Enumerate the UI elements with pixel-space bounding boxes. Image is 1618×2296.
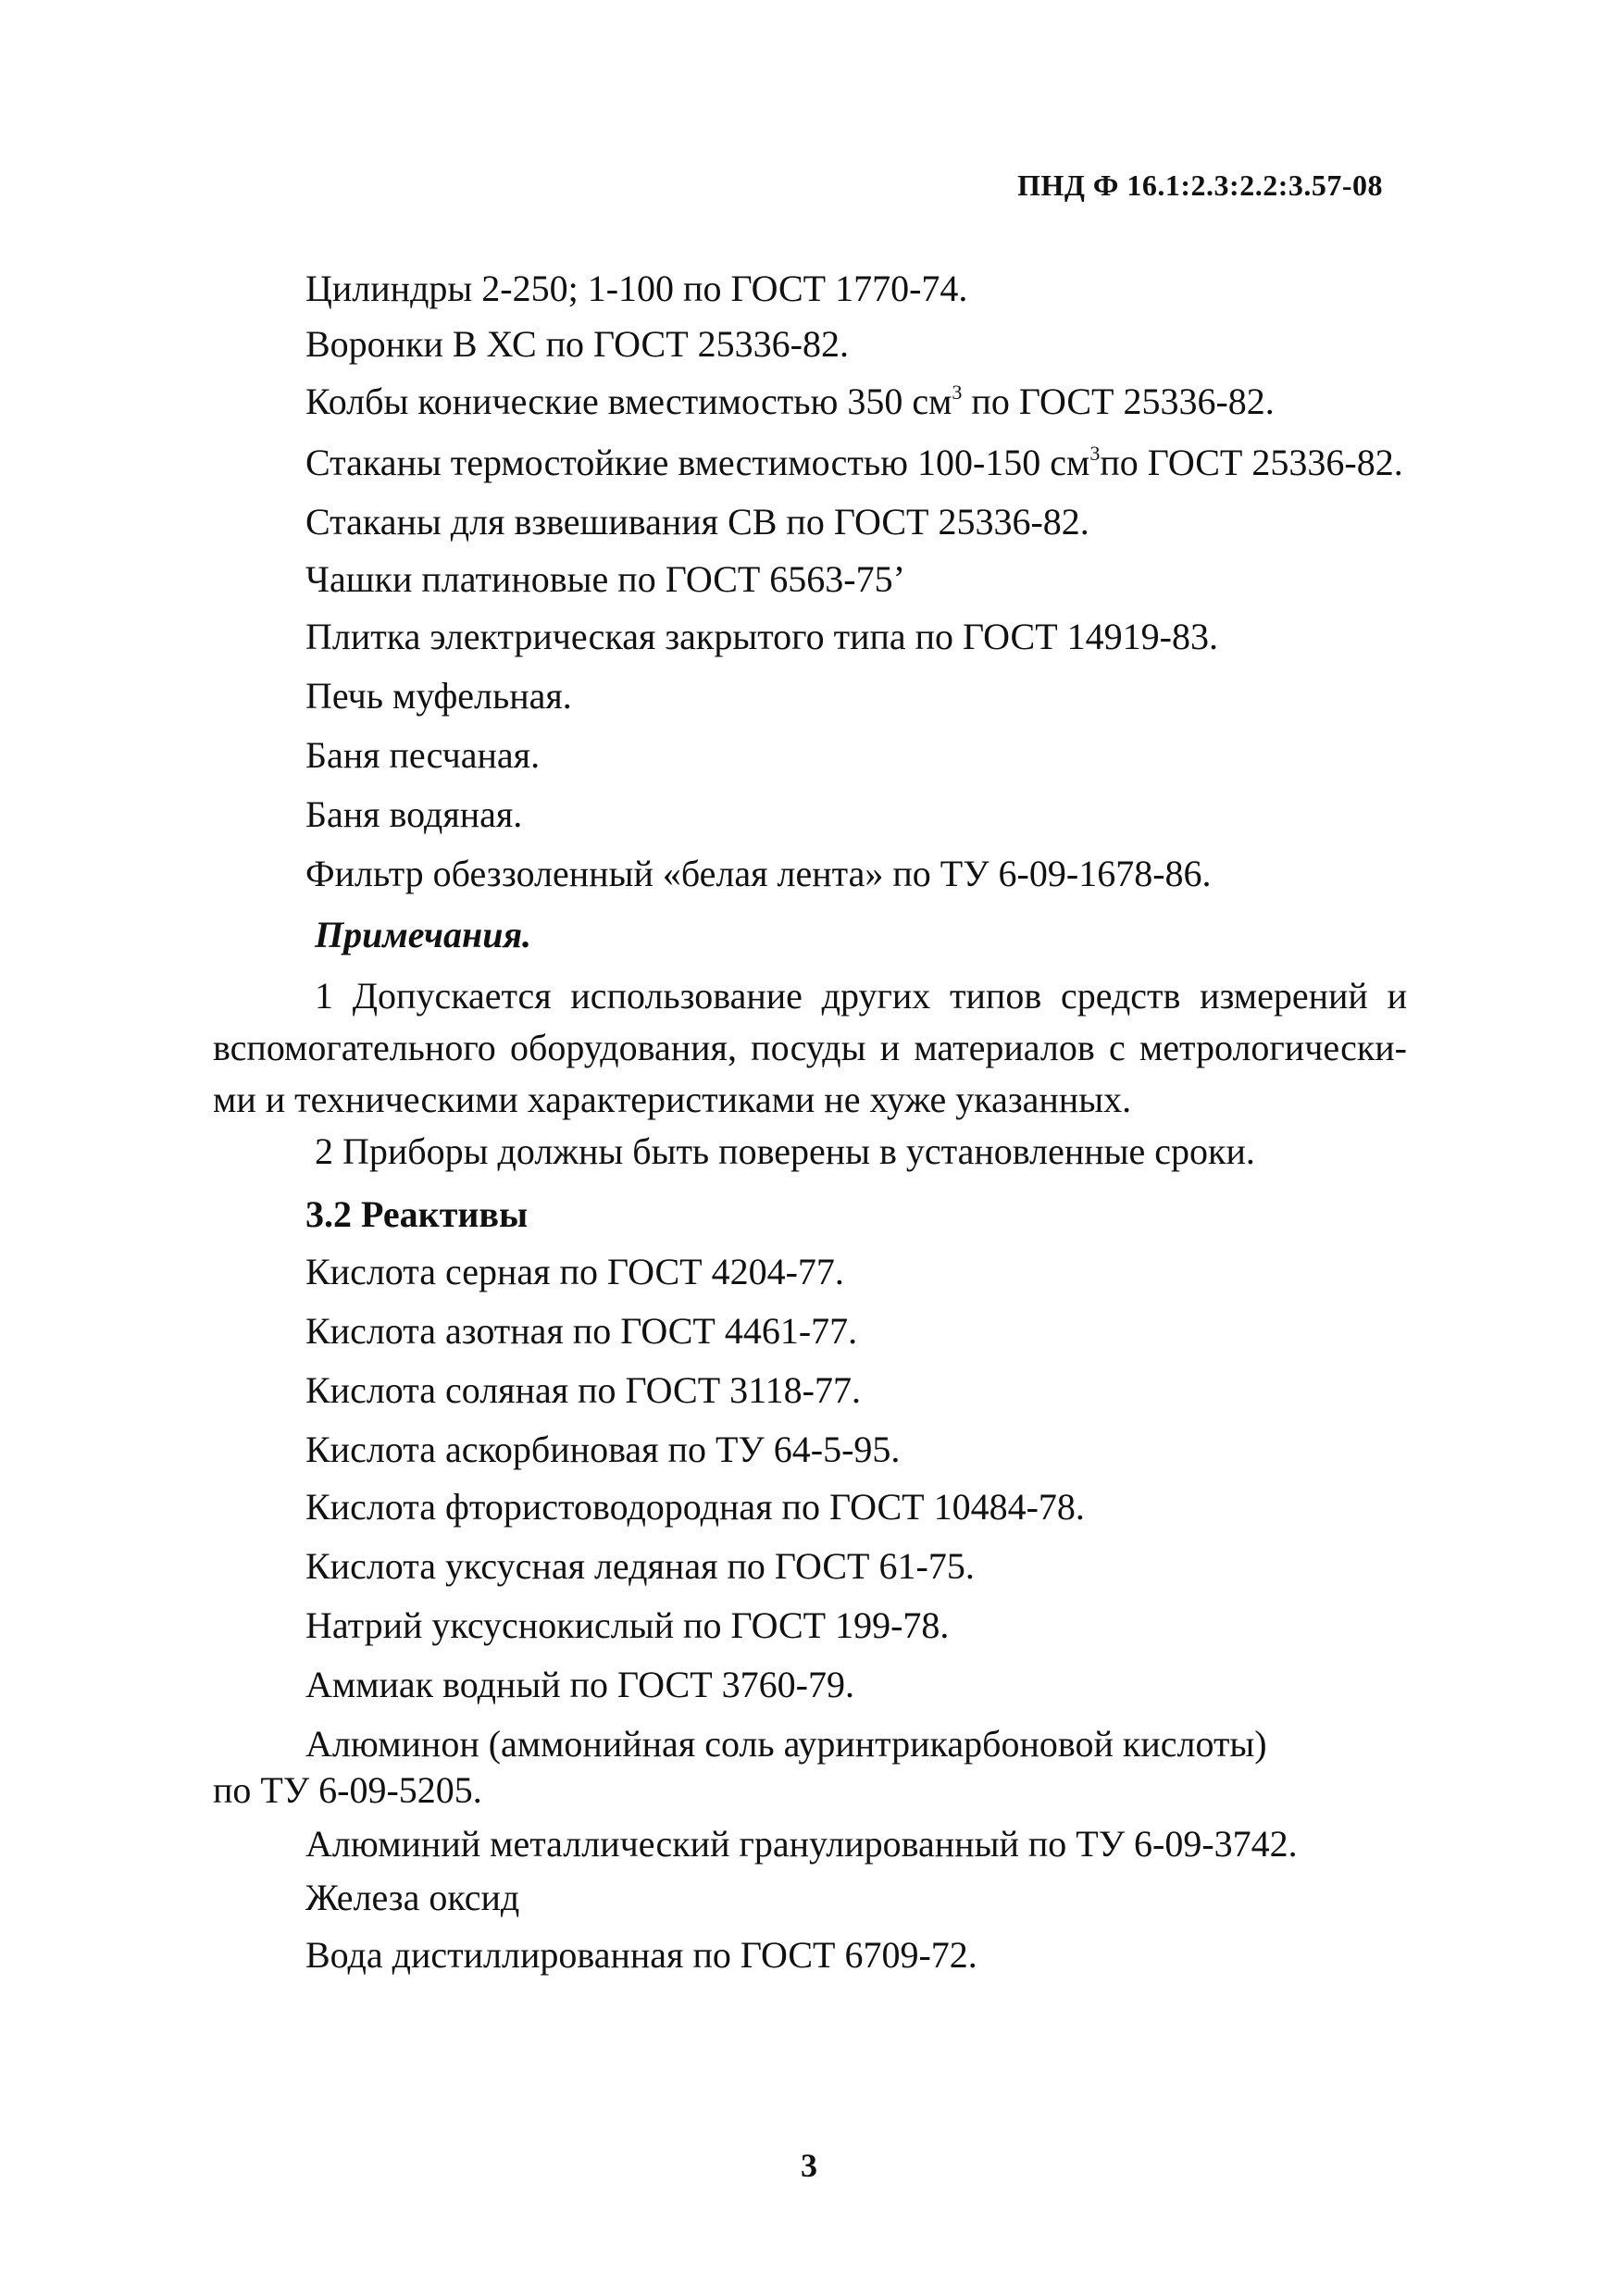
reagent-item: Кислота азотная по ГОСТ 4461-77. [305,1310,858,1352]
equipment-item-beakers-heat [305,441,1403,485]
equipment-item-weighing-bottles: Стаканы для взвешивания СВ по ГОСТ 25336-82. [305,501,1089,543]
reagent-item: Кислота соляная по ГОСТ 3118-77. [305,1369,861,1411]
equipment-item-conical-flasks [305,380,1275,424]
reagent-item: Аммиак водный по ГОСТ 3760-79. [305,1664,854,1705]
equipment-item-water-bath: Баня водяная. [305,793,523,835]
equipment-item-platinum-dishes-text: Чашки платиновые по ГОСТ 6563-75 [305,558,893,600]
equipment-item-conical-flasks-tail: по ГОСТ 25336-82. [962,381,1275,422]
note-1: 1 Допускается использование других типов средств измерений и вспомогательного оборудования, посуды и материалов с метрологически-ми и техническими характеристиками не хуже указанных. [213,975,1407,1120]
superscript-3: 3 [952,381,963,404]
reagent-item: Кислота уксусная ледяная по ГОСТ 61-75. [305,1545,975,1587]
section-heading-reagents: 3.2 Реактивы [305,1193,529,1235]
reagent-item: Алюминий металлический гранулированный по ТУ 6-09-3742. [305,1823,1298,1865]
equipment-item-muffle-furnace: Печь муфельная. [305,675,572,717]
reagent-item: Кислота серная по ГОСТ 4204-77. [305,1251,844,1292]
equipment-item-beakers-heat-tail: по ГОСТ 25336-82. [1100,442,1403,483]
notes-heading: Примечания. [315,914,532,955]
reagent-item: Натрий уксуснокислый по ГОСТ 199-78. [305,1604,950,1646]
equipment-item-conical-flasks-text: Колбы конические вместимостью 350 см [305,381,952,422]
superscript-3: 3 [1089,442,1101,465]
equipment-item-cylinders: Цилиндры 2-250; 1-100 по ГОСТ 1770-74. [305,268,968,309]
reagent-item-continuation: по ТУ 6-09-5205. [213,1769,482,1811]
equipment-item-funnels: Воронки В ХС по ГОСТ 25336-82. [305,323,849,365]
note-2: 2 Приборы должны быть поверены в установленные сроки. [315,1130,1255,1172]
equipment-item-platinum-dishes-mark: ʼ [892,558,905,600]
reagent-item: Вода дистиллированная по ГОСТ 6709-72. [305,1934,977,1976]
equipment-item-sand-bath: Баня песчаная. [305,734,541,776]
equipment-item-beakers-heat-text: Стаканы термостойкие вместимостью 100-150 см [305,442,1090,483]
equipment-item-hotplate: Плитка электрическая закрытого типа по ГОСТ 14919-83. [305,616,1218,657]
reagent-item: Кислота аскорбиновая по ТУ 64-5-95. [305,1429,901,1470]
reagent-item: Кислота фтористоводородная по ГОСТ 10484-78. [305,1486,1085,1528]
equipment-item-ashless-filter: Фильтр обеззоленный «белая лента» по ТУ 6-09-1678-86. [305,853,1212,894]
page-number: 3 [801,2147,817,2184]
equipment-item-platinum-dishes [305,557,905,602]
reagent-item: Железа оксид [305,1877,520,1918]
page-header-doc-code: ПНД Ф 16.1:2.3:2.2:3.57-08 [1017,168,1383,202]
reagent-item: Алюминон (аммонийная соль ауринтрикарбоновой кислоты) [305,1723,1267,1765]
